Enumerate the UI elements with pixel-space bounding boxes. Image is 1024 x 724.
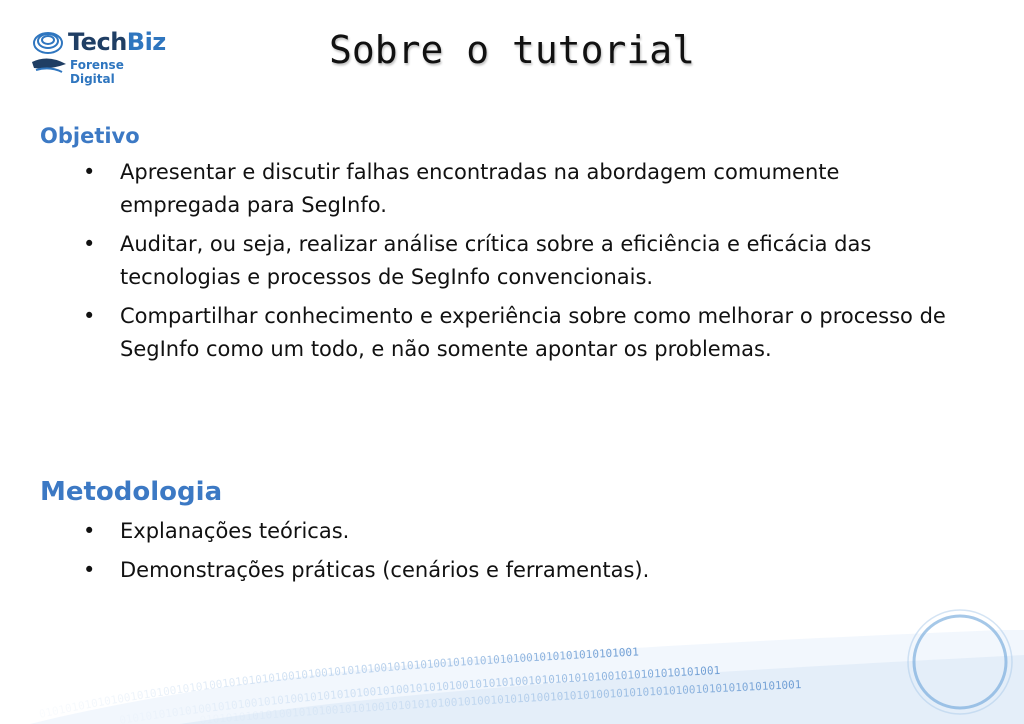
bullet-icon: • [83,304,96,328]
section-metodologia [40,477,960,587]
logo-subtitle: Forense Digital [70,58,124,86]
list-item [40,515,960,548]
bullet-text: Explanações teóricas. [120,519,350,543]
binary-wave-decoration [0,600,1024,724]
bullet-text: Demonstrações práticas (cenários e ferramentas). [120,558,650,582]
binary-text-line: 0101010101010010101001010100101010101001010010101010010101010010101010101001010101010101001 [199,678,802,724]
bullet-text: Compartilhar conhecimento e experiência sobre como melhorar o processo de SegInfo como um todo, e não somente apontar os problemas. [120,304,946,361]
binary-text-line: 0101010101010010101001010100101010101001010010101010010101010010101010101001010101010101001 [37,645,640,721]
section-heading-objetivo: Objetivo [40,124,140,148]
bullet-text: Apresentar e discutir falhas encontradas na abordagem comumente empregada para SegInfo. [120,160,840,217]
logo-brand-part1: Tech [68,28,127,56]
section-heading-metodologia: Metodologia [40,477,223,507]
list-item [40,554,960,587]
bullet-icon: • [83,519,96,543]
bullet-icon: • [83,232,96,256]
bullet-icon: • [83,558,96,582]
bullet-icon: • [83,160,96,184]
section-objetivo [40,124,960,366]
list-item [40,228,960,294]
logo-brand-part2: Biz [126,28,166,56]
binary-text-line: 0101010101010010101001010100101010101001010010101010010101010010101010101001010101010101001 [118,663,721,724]
list-item [40,156,960,222]
list-item [40,300,960,366]
slide-title: Sobre o tutorial [328,28,696,72]
bullet-list-objetivo [40,156,960,366]
bullet-list-metodologia [40,515,960,587]
bullet-text: Auditar, ou seja, realizar análise crítica sobre a eficiência e eficácia das tecnologias e processos de SegInfo convencionais. [120,232,872,289]
